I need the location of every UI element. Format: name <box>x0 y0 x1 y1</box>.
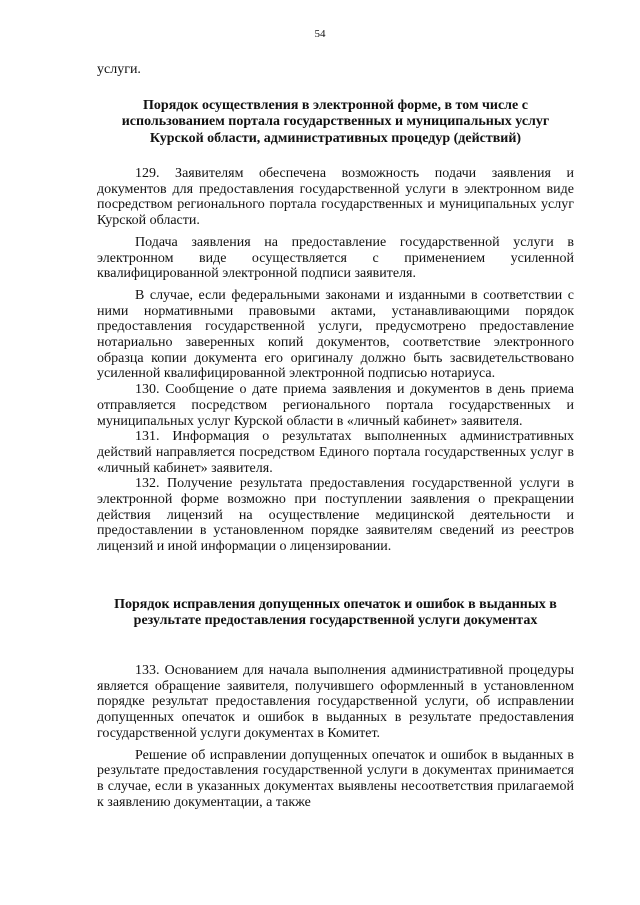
section-heading-electronic-procedures: Порядок осуществления в электронной форме, в том числе с использованием портала государственных и муниципальных услуг Курской области, административных процедур (действий) <box>121 98 550 146</box>
continuation-text: услуги. <box>97 62 141 77</box>
paragraph-131: 131. Информация о результатах выполненных административных действий направляется посредством Единого портала государственных услуг в «личный кабинет» заявителя. <box>97 429 574 476</box>
section-body-electronic-procedures <box>97 166 574 555</box>
paragraph-notarial-copies: В случае, если федеральными законами и изданными в соответствии с ними нормативными правовыми актами, устанавливающими порядок предоставления государственной услуги, предусмотрено предоставление нотариально заверенных копий документов, соответствие электронного образца копии документа его оригиналу должно быть засвидетельствовано усиленной квалифицированной электронной подписью нотариуса. <box>97 287 574 382</box>
paragraph-129: 129. Заявителям обеспечена возможность подачи заявления и документов для предоставления государственной услуги в электронном виде посредством регионального портала государственных и муниципальных услуг Курской области. <box>97 166 574 229</box>
paragraph-130: 130. Сообщение о дате приема заявления и документов в день приема отправляется посредством регионального портала государственных и муниципальных услуг Курской области в «личный кабинет» заявителя. <box>97 382 574 429</box>
paragraph-signature: Подача заявления на предоставление государственной услуги в электронном виде осуществляется с применением усиленной квалифицированной электронной подписи заявителя. <box>97 234 574 282</box>
paragraph-132: 132. Получение результата предоставления государственной услуги в электронной форме возможно при поступлении заявления о прекращении действия лицензий на осуществление медицинской деятельности и предоставлении в установленном порядке заявителям сведений из реестров лицензий и иной информации о лицензировании. <box>97 476 574 555</box>
page-number: 54 <box>314 28 326 40</box>
paragraph-133: 133. Основанием для начала выполнения административной процедуры является обращение заявителя, получившего оформленный в установленном порядке результат предоставления государственной услуги, об исправлении допущенных опечаток и ошибок в выданных в результате предоставления государственной услуги документах в Комитет. <box>97 663 574 741</box>
paragraph-correction-decision: Решение об исправлении допущенных опечаток и ошибок в выданных в результате предоставления государственной услуги в документах принимается в случае, если в указанных документах выявлены несоответствия прилагаемой к заявлению документации, а также <box>97 747 574 810</box>
section-body-error-correction <box>97 663 574 810</box>
section-heading-error-correction: Порядок исправления допущенных опечаток и ошибок в выданных в результате предоставления государственной услуги документах <box>114 597 557 629</box>
